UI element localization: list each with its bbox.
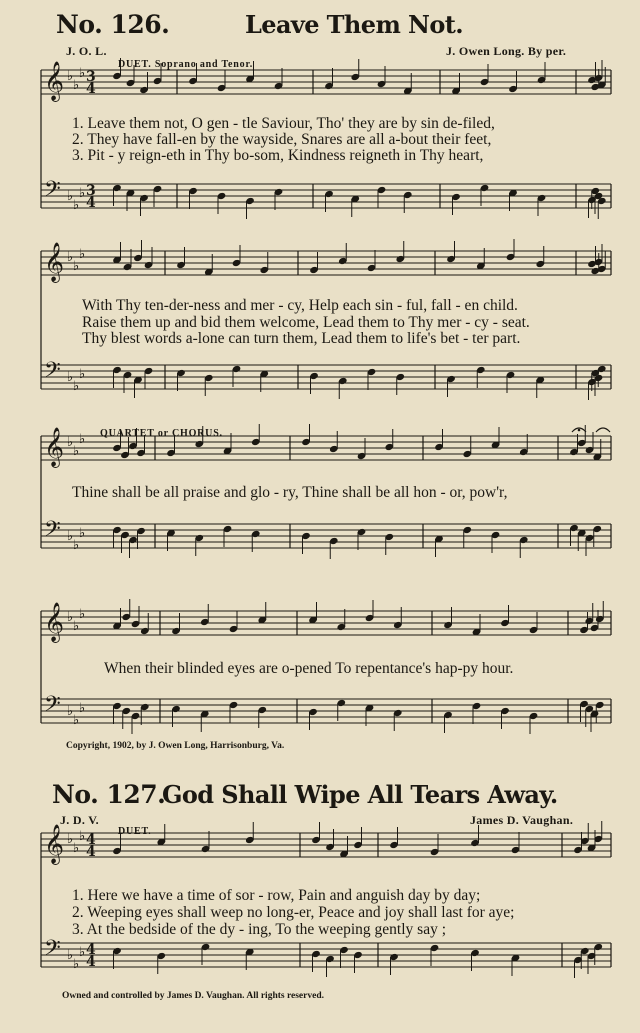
time-signature-top: 3 — [86, 69, 96, 85]
hymn-title: God Shall Wipe All Tears Away. — [162, 780, 558, 809]
chorus-line-1: Thine shall be all praise and glo - ry, Thine shall be all hon - or, pow'r, — [72, 484, 508, 501]
flat-icon: ♭ — [67, 610, 74, 625]
flat-icon: ♭ — [79, 66, 86, 81]
part-label-duet: DUET. — [118, 826, 152, 837]
part-label-chorus: QUARTET or CHORUS. — [100, 428, 223, 439]
verse-line-1: 1. Here we have a time of sor - row, Pain and anguish day by day; — [72, 887, 481, 904]
flat-icon: ♭ — [79, 247, 86, 262]
verse-line-1: With Thy ten-der-ness and mer - cy, Help each sin - ful, fall - en child. — [82, 297, 518, 314]
time-signature-bottom: 4 — [86, 844, 96, 860]
flat-icon: ♭ — [73, 78, 80, 93]
flat-icon: ♭ — [79, 526, 86, 541]
bass-clef-icon: 𝄢 — [44, 358, 61, 388]
verse-line-2: 2. Weeping eyes shall weep no long-er, Peace and joy shall last for aye; — [72, 904, 515, 921]
hymn-number: No. 126. — [56, 10, 170, 39]
flat-icon: ♭ — [73, 957, 80, 972]
flat-icon: ♭ — [67, 250, 74, 265]
time-signature-top: 3 — [86, 183, 96, 199]
verse-line-1: 1. Leave them not, O gen - tle Saviour, Tho' they are by sin de-filed, — [72, 115, 495, 132]
treble-staff — [41, 251, 611, 275]
treble-clef-icon: 𝄞 — [44, 61, 65, 101]
flat-icon: ♭ — [67, 704, 74, 719]
bass-clef-icon: 𝄢 — [44, 692, 61, 722]
flat-icon: ♭ — [79, 367, 86, 382]
time-signature-top: 4 — [86, 832, 96, 848]
verse-line-2: 2. They have fall-en by the wayside, Snares are all a-bout their feet, — [72, 131, 492, 148]
flat-icon: ♭ — [73, 379, 80, 394]
flat-icon: ♭ — [79, 945, 86, 960]
verse-line-2: Raise them up and bid them welcome, Lead them to Thy mer - cy - seat. — [82, 314, 530, 331]
treble-clef-icon: 𝄞 — [44, 427, 65, 467]
lyricist-credit: J. D. V. — [60, 813, 99, 827]
bass-clef-icon: 𝄢 — [44, 936, 61, 966]
flat-icon: ♭ — [67, 435, 74, 450]
flat-icon: ♭ — [67, 189, 74, 204]
flat-icon: ♭ — [73, 198, 80, 213]
treble-clef-icon: 𝄞 — [44, 602, 65, 642]
composer-credit: James D. Vaughan. — [470, 813, 574, 827]
verse-line-3: Thy blest words a-lone can turn them, Lead them to life's bet - ter part. — [82, 330, 521, 347]
time-signature-bottom: 4 — [86, 81, 96, 97]
flat-icon: ♭ — [73, 841, 80, 856]
treble-clef-icon: 𝄞 — [44, 824, 65, 864]
flat-icon: ♭ — [79, 701, 86, 716]
treble-staff — [41, 70, 611, 94]
composer-credit: J. Owen Long. By per. — [446, 44, 567, 58]
ownership-notice: Owned and controlled by James D. Vaughan. All rights reserved. — [62, 991, 324, 1001]
part-label-duet: DUET. Soprano and Tenor. — [118, 59, 254, 70]
bass-clef-icon: 𝄢 — [44, 517, 61, 547]
treble-clef-icon: 𝄞 — [44, 242, 65, 282]
flat-icon: ♭ — [67, 832, 74, 847]
time-signature-top: 4 — [86, 942, 96, 958]
verse-line-3: 3. At the bedside of the dy - ing, To the weeping gently say ; — [72, 921, 447, 938]
flat-icon: ♭ — [67, 370, 74, 385]
flat-icon: ♭ — [67, 529, 74, 544]
time-signature-bottom: 4 — [86, 954, 96, 970]
fermata-icon — [596, 428, 610, 432]
flat-icon: ♭ — [67, 948, 74, 963]
verse-line-3: 3. Pit - y reign-eth in Thy bo-som, Kindness reigneth in Thy heart, — [72, 147, 484, 164]
flat-icon: ♭ — [79, 829, 86, 844]
flat-icon: ♭ — [79, 607, 86, 622]
hymn-title: Leave Them Not. — [245, 10, 463, 39]
flat-icon: ♭ — [73, 444, 80, 459]
flat-icon: ♭ — [79, 186, 86, 201]
time-signature-bottom: 4 — [86, 195, 96, 211]
bass-clef-icon: 𝄢 — [44, 177, 61, 207]
hymn-number: No. 127. — [52, 780, 166, 809]
flat-icon: ♭ — [73, 619, 80, 634]
copyright-notice: Copyright, 1902, by J. Owen Long, Harrisonburg, Va. — [66, 741, 285, 751]
flat-icon: ♭ — [67, 69, 74, 84]
chorus-line-2: When their blinded eyes are o-pened To repentance's hap-py hour. — [104, 660, 514, 677]
flat-icon: ♭ — [73, 713, 80, 728]
lyricist-credit: J. O. L. — [66, 44, 107, 58]
fermata-dot — [578, 429, 581, 432]
flat-icon: ♭ — [73, 259, 80, 274]
flat-icon: ♭ — [73, 538, 80, 553]
flat-icon: ♭ — [79, 432, 86, 447]
